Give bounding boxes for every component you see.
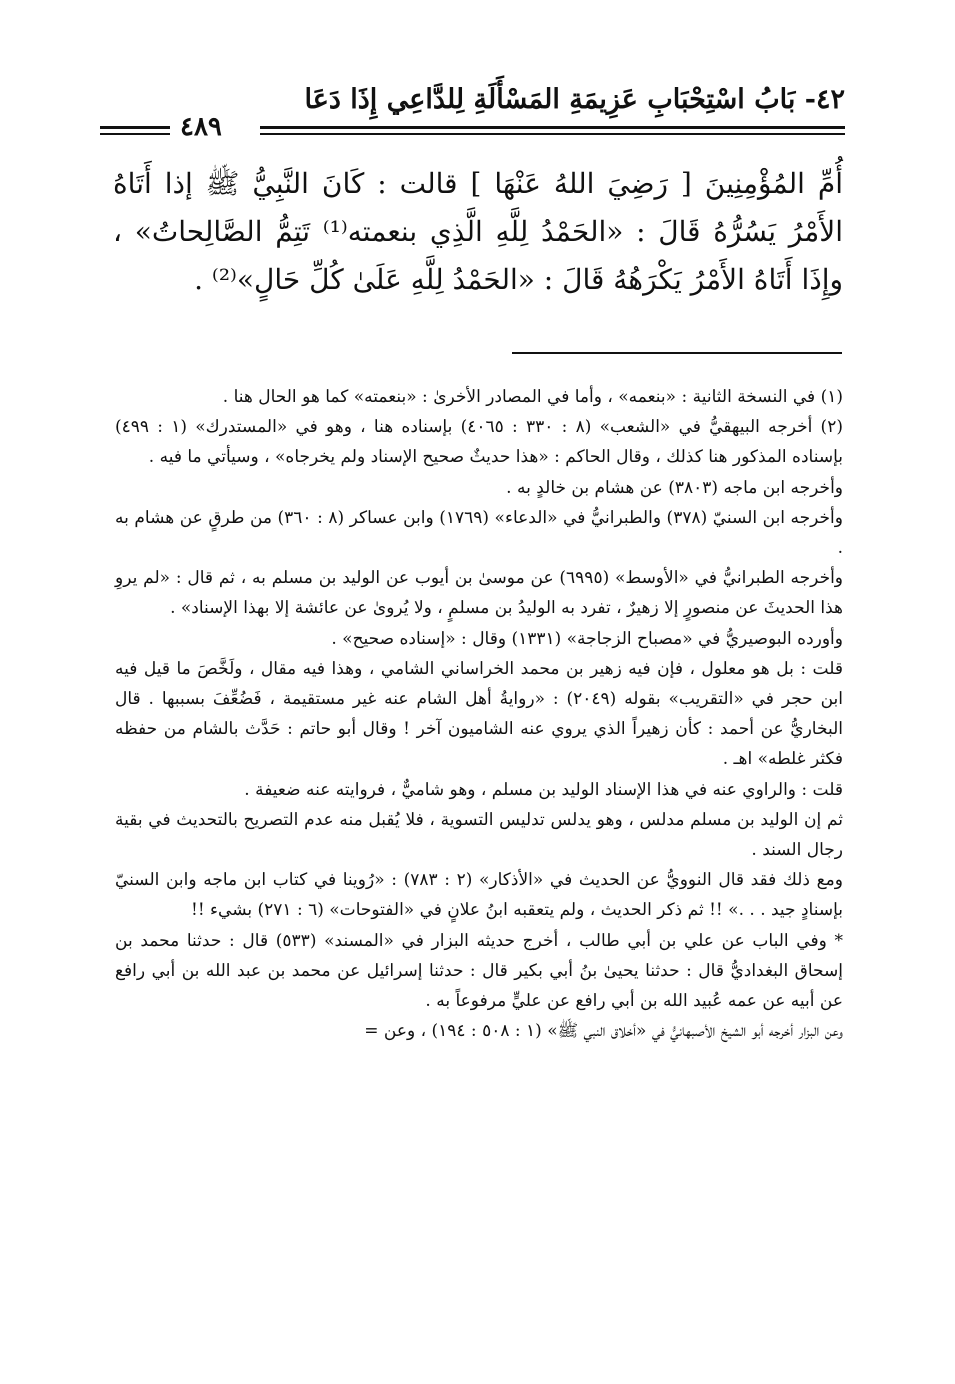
footnote-paragraph: قلت : والراوي عنه في هذا الإسناد الوليد بن مسلم ، وهو شاميٌّ ، فروايته عنه ضعيفة . [244,779,843,800]
footnote-paragraph: ومع ذلك فقد قال النوويُّ عن الحديث في «الأذكار» (٢ : ٧٨٣) : «رُوينا في كتاب ابن ماجه وابن السنيّ بإسنادٍ جيد . . .» !! ثم ذكر الحديث ، ولم يتعقبه ابنُ علانٍ في «الفتوحات» (٦ : ٢٧١) بشيء !! [115,870,843,921]
footnote-paragraph: وأخرجه الطبرانيُّ في «الأوسط» (٦٩٩٥) عن موسىٰ بن أيوب عن الوليد بن مسلم به ، ثم قال : «لم يروِ هذا الحديثَ عن منصورٍ إلا زهيرٌ ، تفرد به الوليدُ بن مسلمٍ ، ولا يُروىٰ عن عائشة إلا بهذا الإسناد» . [115,568,844,619]
footnote-2: (٢) أخرجه البيهقيُّ في «الشعب» (٨ : ٣٣٠ : ٤٠٦٥) بإسناده هنا ، وهو في «المستدرك» (١ : ٤٩٩) بإسناده المذكور هنا كذلك ، وقال الحاكم : «هذا حديثٌ صحيح الإسناد ولم يخرجاه» ، وسيأتي ما فيه . [115,417,843,468]
footnote-paragraph: قلت : بل هو معلول ، فإن فيه زهير بن محمد الخراساني الشامي ، وهذا فيه مقال ، ولَخَّصَ ما قيل فيه ابن حجر في «التقريب» بقوله (٢٠٤٩) : «روايةُ أهل الشام عنه غير مستقيمة ، فَضُعِّفَ بسببها . قال البخاريُّ عن أحمد : كأن زهيراً الذي يروي عنه الشاميون آخر ! وقال أبو حاتم : حَدَّث بالشام من حفظه فكثر غلطه» اهـ . [115,658,843,770]
footnotes [115,382,843,1046]
footnote-separator [512,352,842,354]
footnote-paragraph: وأخرجه ابن السنيّ (٣٧٨) والطبرانيُّ في «الدعاء» (١٧٦٩) وابن عساكر (٨ : ٣٦٠) من طرقٍ عن هشام به . [115,507,843,559]
page-number-rule [100,126,170,129]
footnote-paragraph: وأخرجه ابن ماجه (٣٨٠٣) عن هشام بن خالدٍ به . [506,477,843,498]
footnote-paragraph: ثم إن الوليد بن مسلم مدلس ، وهو يدلس تدليس التسوية ، فلا يُقبل منه عدم التصريح بالتحديث في بقية رجال السند . [115,809,843,861]
footnote-paragraph: وعن البزار أخرجه أبو الشيخ الأصبهانيُّ في «أخلاق النبي ﷺ» (١ : ٥٠٨ : ١٩٤) ، وعن = [364,1021,843,1042]
header-double-rule [260,126,845,129]
page-header [100,78,845,148]
footnote-paragraph: * وفي الباب عن علي بن أبي طالب ، أخرج حديثه البزار في «المسند» (٥٣٣) قال : حدثنا محمد بن إسحاق البغداديُّ قال : حدثنا يحيىٰ بنُ أبي بكير قال : حدثنا إسرائيل عن محمد بن عبد الله بن أبي رافع عن أبيه عن عمه عُبيد الله بن أبي رافع عن عليٍّ مرفوعاً به . [115,930,843,1012]
footnote-1: (١) في النسخة الثانية : «بنعمه» ، وأما في المصادر الأخرىٰ : «بنعمته» كما هو الحال هنا . [222,387,843,407]
main-text [113,160,843,304]
main-paragraph: أُمِّ المُؤْمِنِينَ [ رَضِيَ اللهُ عَنْهَا ] قالت : كَانَ النَّبِيُّ ﷺ إذا أَتَاهُ الأَمْرُ يَسُرُّهُ قَالَ : «الحَمْدُ لِلَّهِ الَّذِي بنعمته⁽¹⁾ تَتِمُّ الصَّالِحاتُ» ، وإِذَا أَتَاهُ الأَمْرُ يَكْرَهُهُ قَالَ : «الحَمْدُ لِلَّهِ عَلَىٰ كُلِّ حَالٍ»⁽²⁾ . [113,167,843,296]
footnote-paragraph: وأورده البوصيريُّ في «مصباح الزجاجة» (١٣٣١) وقال : «إسناده صحيح» . [331,628,843,649]
chapter-title: ٤٢- بَابُ اسْتِحْبَابِ عَزِيمَةِ المَسْأَلَةِ لِلدَّاعِي إِذَا دَعَا [304,84,845,115]
page-number: ٤٨٩ [180,112,222,142]
